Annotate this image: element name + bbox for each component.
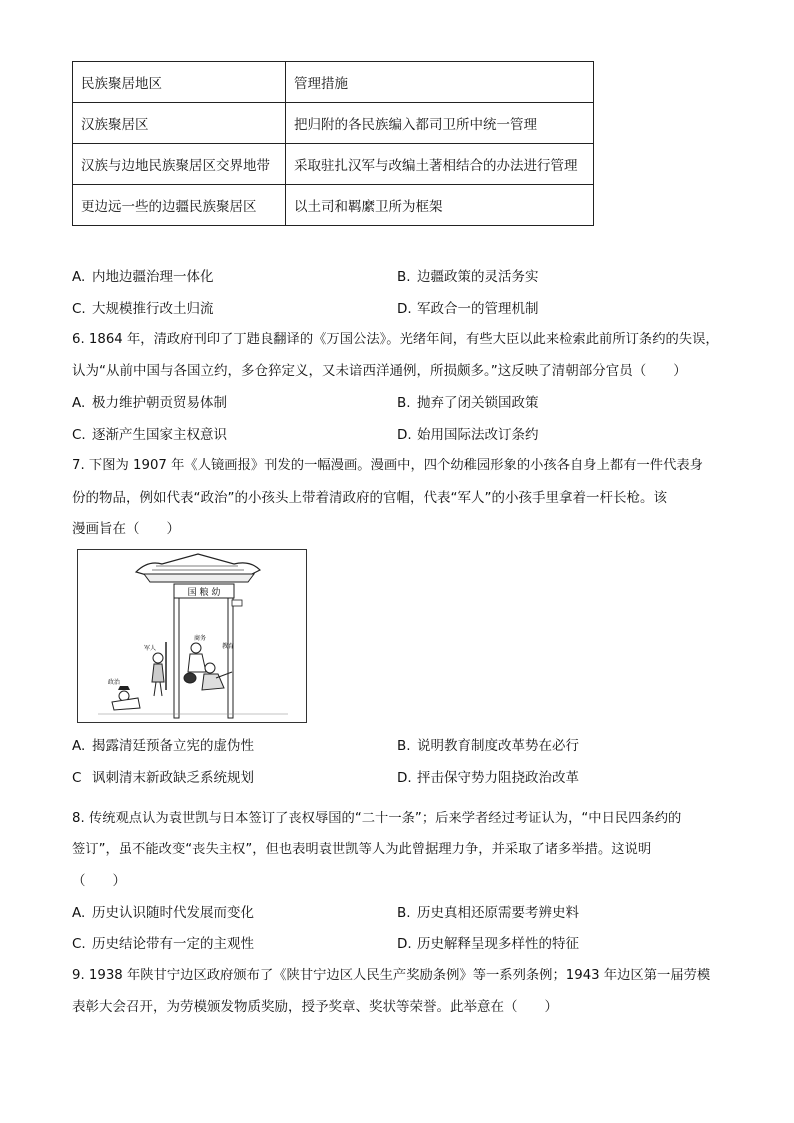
option-text: 历史认识随时代发展而变化 [92, 905, 254, 921]
cartoon-label-politics: 政治 [108, 679, 121, 686]
cartoon-label-commerce: 商务 [194, 635, 207, 642]
option-text: 逐渐产生国家主权意识 [92, 427, 227, 443]
option-text: 大规模推行改土归流 [92, 301, 214, 317]
q7-option-c[interactable] [72, 769, 254, 787]
q9-stem-line: 9. 1938 年陕甘宁边区政府颁布了《陕甘宁边区人民生产奖励条例》等一系列条例；1943 年边区第一届劳模 [72, 968, 711, 983]
cartoon-label-education: 教育 [222, 643, 235, 650]
table-header-cell: 民族聚居地区 [73, 62, 286, 103]
table-cell: 汉族聚居区 [73, 103, 286, 144]
q6-option-b[interactable] [397, 394, 539, 412]
q8-option-d[interactable] [397, 935, 579, 953]
option-text: 历史真相还原需要考辨史料 [417, 905, 579, 921]
q5-option-c[interactable] [72, 300, 214, 318]
option-text: 军政合一的管理机制 [417, 301, 539, 317]
option-letter: C. [72, 936, 86, 952]
option-letter: B. [397, 905, 411, 921]
option-letter: C. [72, 427, 86, 443]
option-letter: A. [72, 905, 86, 921]
ethnic-management-table [72, 61, 594, 226]
table-header-row [73, 62, 594, 103]
q7-stem-line: 漫画旨在（ ） [72, 521, 180, 537]
q5-option-b[interactable] [397, 268, 539, 286]
q7-stem-line: 7. 下图为 1907 年《人镜画报》刊发的一幅漫画。漫画中，四个幼稚园形象的小孩各自身上都有一件代表身 [72, 458, 703, 473]
q7-option-b[interactable] [397, 737, 579, 755]
q6-option-c[interactable] [72, 426, 227, 444]
cartoon-sign-text: 国 粮 幼 [187, 588, 221, 598]
option-text: 历史结论带有一定的主观性 [92, 936, 254, 952]
q6-option-d[interactable] [397, 426, 539, 444]
kindergarten-cartoon-image [77, 549, 307, 723]
table-cell: 把归附的各民族编入都司卫所中统一管理 [286, 103, 594, 144]
option-letter: A. [72, 269, 86, 285]
table-row [73, 103, 594, 144]
option-text: 内地边疆治理一体化 [92, 269, 214, 285]
option-letter: B. [397, 395, 411, 411]
option-letter: A. [72, 395, 86, 411]
option-text: 说明教育制度改革势在必行 [417, 738, 579, 754]
option-letter: D. [397, 427, 412, 443]
table-row [73, 185, 594, 226]
table-row [73, 144, 594, 185]
option-text: 边疆政策的灵活务实 [417, 269, 539, 285]
option-letter: C. [72, 301, 86, 317]
q8-option-c[interactable] [72, 935, 254, 953]
table-header-cell: 管理措施 [286, 62, 594, 103]
q6-option-a[interactable] [72, 394, 227, 412]
option-letter: D. [397, 770, 412, 786]
q8-option-b[interactable] [397, 904, 579, 922]
table-cell: 更边远一些的边疆民族聚居区 [73, 185, 286, 226]
cartoon-drawing [78, 550, 306, 722]
q6-stem-line: 认为“从前中国与各国立约，多仓猝定义，又未谙西洋通例，所损颇多。”这反映了清朝部分官员（ ） [72, 363, 687, 379]
option-letter: B. [397, 269, 411, 285]
q8-stem-line: （ ） [72, 873, 126, 889]
q6-stem-line: 6. 1864 年，清政府刊印了丁韪良翻译的《万国公法》。光绪年间，有些大臣以此来检索此前所订条约的失误， [72, 332, 719, 347]
table-cell: 以土司和羁縻卫所为框架 [286, 185, 594, 226]
option-letter: B. [397, 738, 411, 754]
q7-option-d[interactable] [397, 769, 579, 787]
q8-option-a[interactable] [72, 904, 254, 922]
option-letter: C [72, 770, 82, 786]
q7-stem-line: 份的物品，例如代表“政治”的小孩头上带着清政府的官帽，代表“军人”的小孩手里拿着一杆长枪。该 [72, 490, 667, 506]
option-text: 始用国际法改订条约 [417, 427, 539, 443]
option-letter: A. [72, 738, 86, 754]
q9-stem-line: 表彰大会召开，为劳模颁发物质奖励，授予奖章、奖状等荣誉。此举意在（ ） [72, 999, 558, 1015]
option-text: 抛弃了闭关锁国政策 [417, 395, 539, 411]
option-text: 抨击保守势力阻挠政治改革 [417, 770, 579, 786]
option-text: 讽刺清末新政缺乏系统规划 [92, 770, 254, 786]
q7-option-a[interactable] [72, 737, 254, 755]
option-text: 历史解释呈现多样性的特征 [417, 936, 579, 952]
option-letter: D. [397, 301, 412, 317]
option-letter: D. [397, 936, 412, 952]
cartoon-label-soldier: 军人 [144, 645, 157, 652]
q5-option-a[interactable] [72, 268, 214, 286]
q5-option-d[interactable] [397, 300, 539, 318]
table-cell: 汉族与边地民族聚居区交界地带 [73, 144, 286, 185]
option-text: 揭露清廷预备立宪的虚伪性 [92, 738, 254, 754]
table-cell: 采取驻扎汉军与改编土著相结合的办法进行管理 [286, 144, 594, 185]
q8-stem-line: 签订”，虽不能改变“丧失主权”，但也表明袁世凯等人为此曾据理力争，并采取了诸多举措。这说明 [72, 842, 652, 857]
q8-stem-line: 8. 传统观点认为袁世凯与日本签订了丧权辱国的“二十一条”；后来学者经过考证认为，“中日民四条约的 [72, 811, 682, 826]
option-text: 极力维护朝贡贸易体制 [92, 395, 227, 411]
